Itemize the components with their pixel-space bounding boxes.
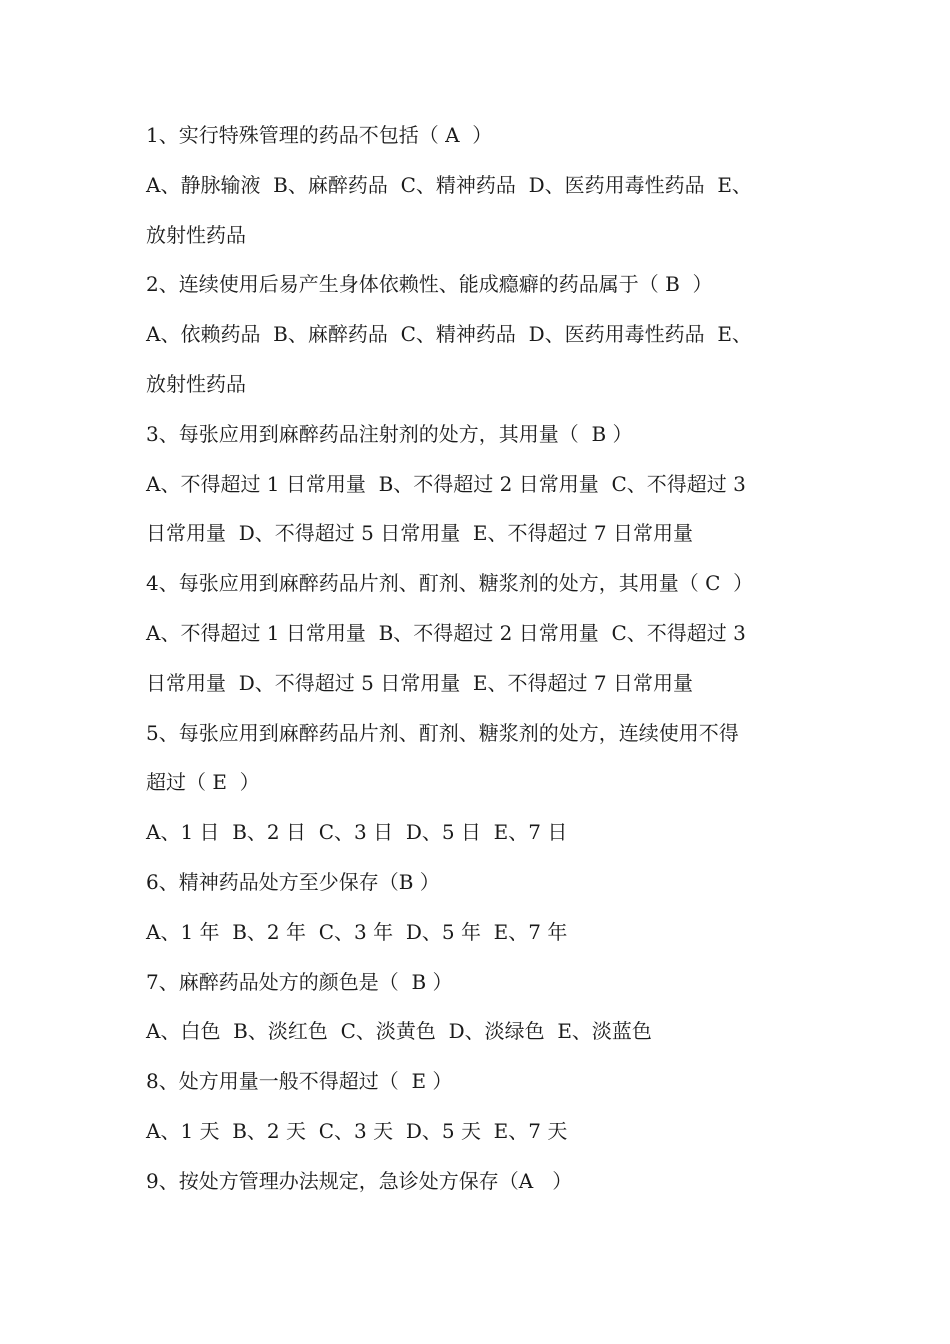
question-9-stem: 9、按处方管理办法规定，急诊处方保存（A ） xyxy=(146,1168,573,1193)
question-3-stem: 3、每张应用到麻醉药品注射剂的处方，其用量（ B ） xyxy=(146,421,633,446)
question-8-options: A、1 天 B、2 天 C、3 天 D、5 天 E、7 天 xyxy=(146,1118,568,1143)
document-body xyxy=(146,111,814,1207)
question-7-options: A、白色 B、淡红色 C、淡黄色 D、淡绿色 E、淡蓝色 xyxy=(146,1019,652,1044)
question-2-stem: 2、连续使用后易产生身体依赖性、能成瘾癖的药品属于（ B ） xyxy=(146,272,713,297)
question-4-options-continued: 日常用量 D、不得超过 5 日常用量 E、不得超过 7 日常用量 xyxy=(146,670,693,695)
question-2-options: A、依赖药品 B、麻醉药品 C、精神药品 D、医药用毒性药品 E、 xyxy=(146,322,752,347)
question-7-stem: 7、麻醉药品处方的颜色是（ B ） xyxy=(146,969,453,994)
question-6-stem: 6、精神药品处方至少保存（B ） xyxy=(146,869,440,894)
question-3-options-continued: 日常用量 D、不得超过 5 日常用量 E、不得超过 7 日常用量 xyxy=(146,521,693,546)
question-3-options: A、不得超过 1 日常用量 B、不得超过 2 日常用量 C、不得超过 3 xyxy=(146,471,746,496)
question-1-options: A、静脉输液 B、麻醉药品 C、精神药品 D、医药用毒性药品 E、 xyxy=(146,172,752,197)
question-8-stem: 8、处方用量一般不得超过（ E ） xyxy=(146,1069,453,1094)
question-5-options: A、1 日 B、2 日 C、3 日 D、5 日 E、7 日 xyxy=(146,820,568,845)
question-4-options: A、不得超过 1 日常用量 B、不得超过 2 日常用量 C、不得超过 3 xyxy=(146,620,746,645)
question-5-stem-continued: 超过（ E ） xyxy=(146,770,260,795)
question-4-stem: 4、每张应用到麻醉药品片剂、酊剂、糖浆剂的处方，其用量（ C ） xyxy=(146,571,754,596)
question-1-stem: 1、实行特殊管理的药品不包括（ A ） xyxy=(146,123,493,147)
question-2-options-continued: 放射性药品 xyxy=(146,371,246,396)
question-1-options-continued: 放射性药品 xyxy=(146,222,246,247)
question-5-stem: 5、每张应用到麻醉药品片剂、酊剂、糖浆剂的处方，连续使用不得 xyxy=(146,720,739,745)
question-6-options: A、1 年 B、2 年 C、3 年 D、5 年 E、7 年 xyxy=(146,919,568,944)
